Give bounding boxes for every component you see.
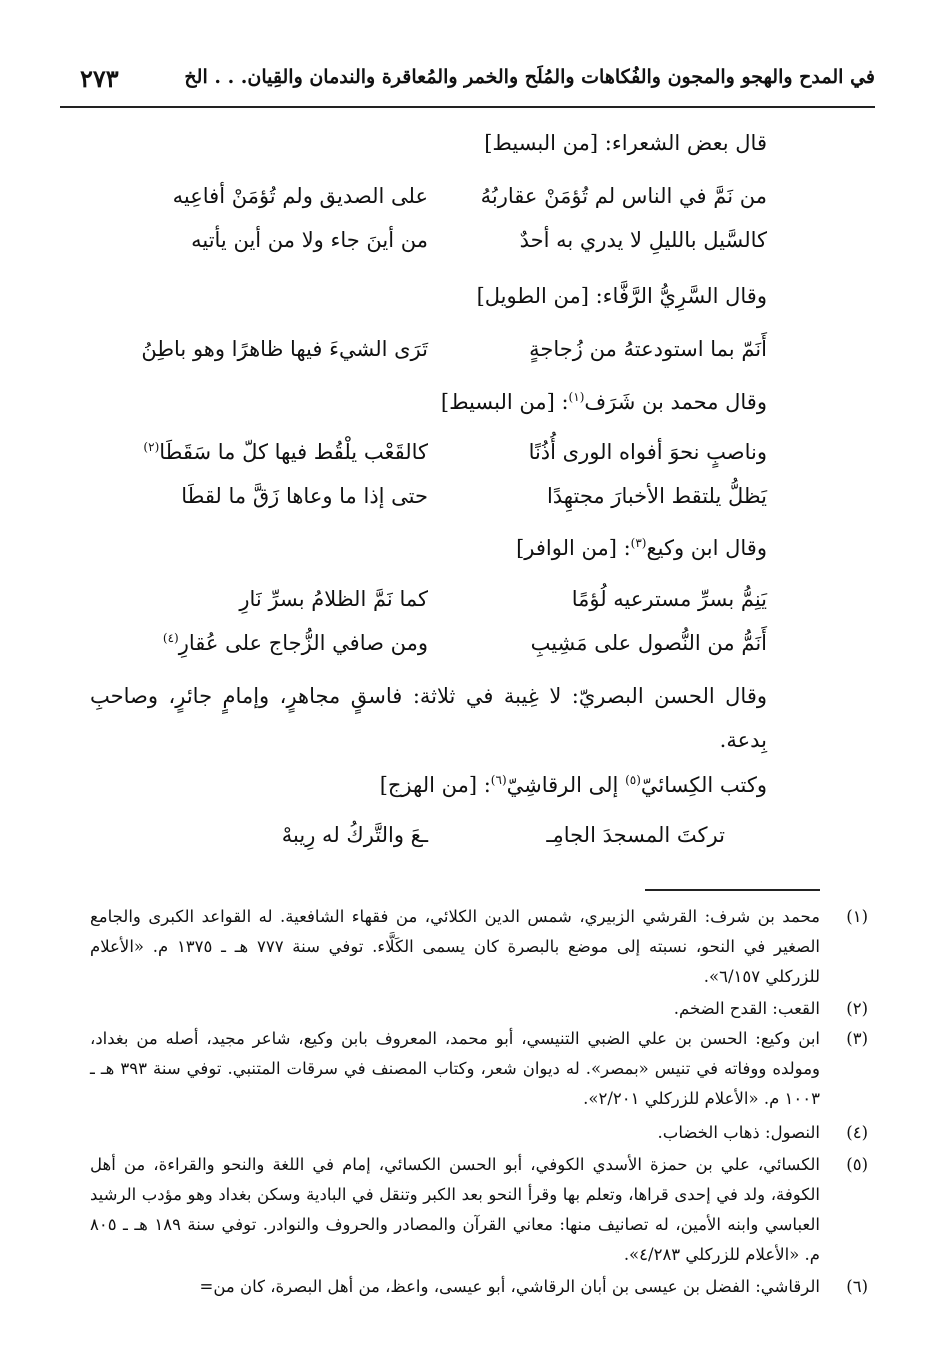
verse-6-second-hemistich: كما نَمَّ الظلامُ بسرِّ نَارِ xyxy=(239,587,428,611)
footnote-ref-1[interactable]: (١) xyxy=(568,390,585,404)
page-header xyxy=(60,64,875,100)
footnote-text: الرقاشي: الفضل بن عيسى بن أبان الرقاشي، أبو عيسى، واعظ، من أهل البصرة، كان من= xyxy=(199,1277,820,1296)
intro-line-2: وقال السَّرِيُّ الرَّفَّاء: [من الطويل] xyxy=(476,284,767,308)
intro-4-text: وقال ابن وكيع xyxy=(646,536,767,560)
verse-5-second-hemistich: حتى إذا ما وعاها زَقَّ ما لقطَا xyxy=(181,484,428,508)
verse-4-first-hemistich: وناصبٍ نحوَ أفواه الورى أُذُنًا xyxy=(528,440,767,464)
verse-5-first-hemistich: يَظلُّ يلتقط الأخبارَ مجتهِدًا xyxy=(546,484,767,508)
running-title: في المدح والهجو والمجون والفُكاهات والمُلَح والخمر والمُعاقرة والندمان والقِيان. . . الخ xyxy=(184,66,875,88)
verse-2-second-hemistich: من أينَ جاء ولا من أين يأتيه xyxy=(191,228,428,252)
footnote-text: الكسائي، علي بن حمزة الأسدي الكوفي، أبو الحسن الكسائي، إمام في اللغة والنحو والقراءة، من أهل الكوفة، ولد في إحدى قراها، وتعلم بها وقرأ النحو بعد الكبر وتنقل في البادية وسكن بغداد وهو مؤدب الرشيد العباسي وابنه الأمين، له تصانيف منها: معاني القرآن والمصادر والحروف والنوادر. توفي سنة ١٨٩ هـ ـ ٨٠٥ م. «الأعلام للزركلي ٤/٢٨٣». xyxy=(90,1155,820,1264)
verse-3-first-hemistich: أَنَمّ بما استودعتهُ من زُجاجةٍ xyxy=(529,337,767,361)
verse-7-first-hemistich: أَنَمُّ من النُّصول على مَشِيبِ xyxy=(530,631,767,655)
verse-1-second-hemistich: على الصديق ولم تُؤمَنْ أفاعِيه xyxy=(172,184,428,208)
verse-1-first-hemistich: من نَمَّ في الناس لم تُؤمَنْ عقاربُهُ xyxy=(480,184,767,208)
footnote-6 xyxy=(90,1272,868,1302)
verse-7-second-hemistich xyxy=(163,631,428,655)
footnote-text: القعب: القدح الضخم. xyxy=(673,999,820,1018)
footnote-number: (٦) xyxy=(846,1277,868,1296)
intro-5-text-a: وكتب الكِسائيّ xyxy=(640,773,767,797)
footnote-text: النصول: ذهاب الخضاب. xyxy=(657,1123,820,1142)
footnote-4 xyxy=(90,1118,868,1148)
verse-3-second-hemistich: تَرَى الشيءَ فيها ظاهرًا وهو باطِنُ xyxy=(141,337,428,361)
footnote-ref-6[interactable]: (٦) xyxy=(490,773,507,787)
footnote-number: (٢) xyxy=(846,999,868,1018)
intro-5-meter: : [من الهزج] xyxy=(379,773,491,797)
footnote-number: (٥) xyxy=(846,1155,868,1174)
footnote-2 xyxy=(90,994,868,1024)
footnote-3 xyxy=(90,1024,868,1114)
verse-4-second-hemistich xyxy=(143,440,428,464)
intro-5-text-b: إلى الرقاشِيّ xyxy=(506,773,626,797)
footnote-ref-3[interactable]: (٣) xyxy=(630,536,647,550)
footnote-ref-2[interactable]: (٢) xyxy=(143,440,160,454)
intro-3-meter: : [من البسيط] xyxy=(440,390,569,414)
footnote-rule xyxy=(645,889,820,891)
verse-7-second-text: ومن صافي الزُّجاج على عُقارِ xyxy=(178,631,428,655)
intro-4-meter: : [من الوافر] xyxy=(516,536,631,560)
intro-line-3 xyxy=(441,390,767,414)
intro-line-1: قال بعض الشعراء: [من البسيط] xyxy=(484,131,767,155)
footnote-text: ابن وكيع: الحسن بن علي الضبي التنيسي، أبو محمد، المعروف بابن وكيع، شاعر مجيد، أصله من بغداد، ومولده ووفاته في تنيس «بمصر». له ديوان شعر، وكتاب المصنف في سرقات المتنبي. توفي سنة ٣٩٣ هـ ـ ١٠٠٣ م. «الأعلام للزركلي ٢/٢٠١». xyxy=(90,1029,820,1108)
footnote-number: (١) xyxy=(846,907,868,926)
verse-6-first-hemistich: يَنِمُّ بسرِّ مسترعيه لُؤمًا xyxy=(571,587,767,611)
prose-paragraph: وقال الحسن البصريّ: لا غِيبة في ثلاثة: فاسقٍ مجاهرٍ، وإمامٍ جائرٍ، وصاحبِ بِدعة. xyxy=(90,684,767,752)
verse-8-second-hemistich: ـعَ والتَّركُ له رِيبهْ xyxy=(281,823,428,847)
header-rule xyxy=(60,106,875,108)
footnote-1 xyxy=(90,902,868,992)
footnote-ref-5[interactable]: (٥) xyxy=(625,773,641,787)
verse-8-first-hemistich: تركتَ المسجدَ الجامِـ xyxy=(546,823,725,847)
footnote-ref-4[interactable]: (٤) xyxy=(162,631,179,645)
intro-3-text: وقال محمد بن شَرَف xyxy=(584,390,767,414)
footnote-5 xyxy=(90,1150,868,1270)
page-number: ٢٧٣ xyxy=(80,64,119,93)
footnote-number: (٣) xyxy=(846,1029,868,1048)
verse-2-first-hemistich: كالسَّيل بالليلِ لا يدري به أحدٌ xyxy=(519,228,767,252)
footnote-text: محمد بن شرف: القرشي الزبيري، شمس الدين الكلائي، من فقهاء الشافعية. له القواعد الكبرى والجامع الصغير في النحو، نسبته إلى موضع بالبصرة كان يسمى الكَلَّاء. توفي سنة ٧٧٧ هـ ـ ١٣٧٥ م. «الأعلام للزركلي ٦/١٥٧». xyxy=(90,907,820,986)
intro-line-5 xyxy=(380,773,767,797)
footnote-number: (٤) xyxy=(846,1123,868,1142)
verse-4-second-text: كالقَعْب يلْقُط فيها كلّ ما سَقَطَا xyxy=(159,440,428,464)
intro-line-4 xyxy=(516,536,767,560)
